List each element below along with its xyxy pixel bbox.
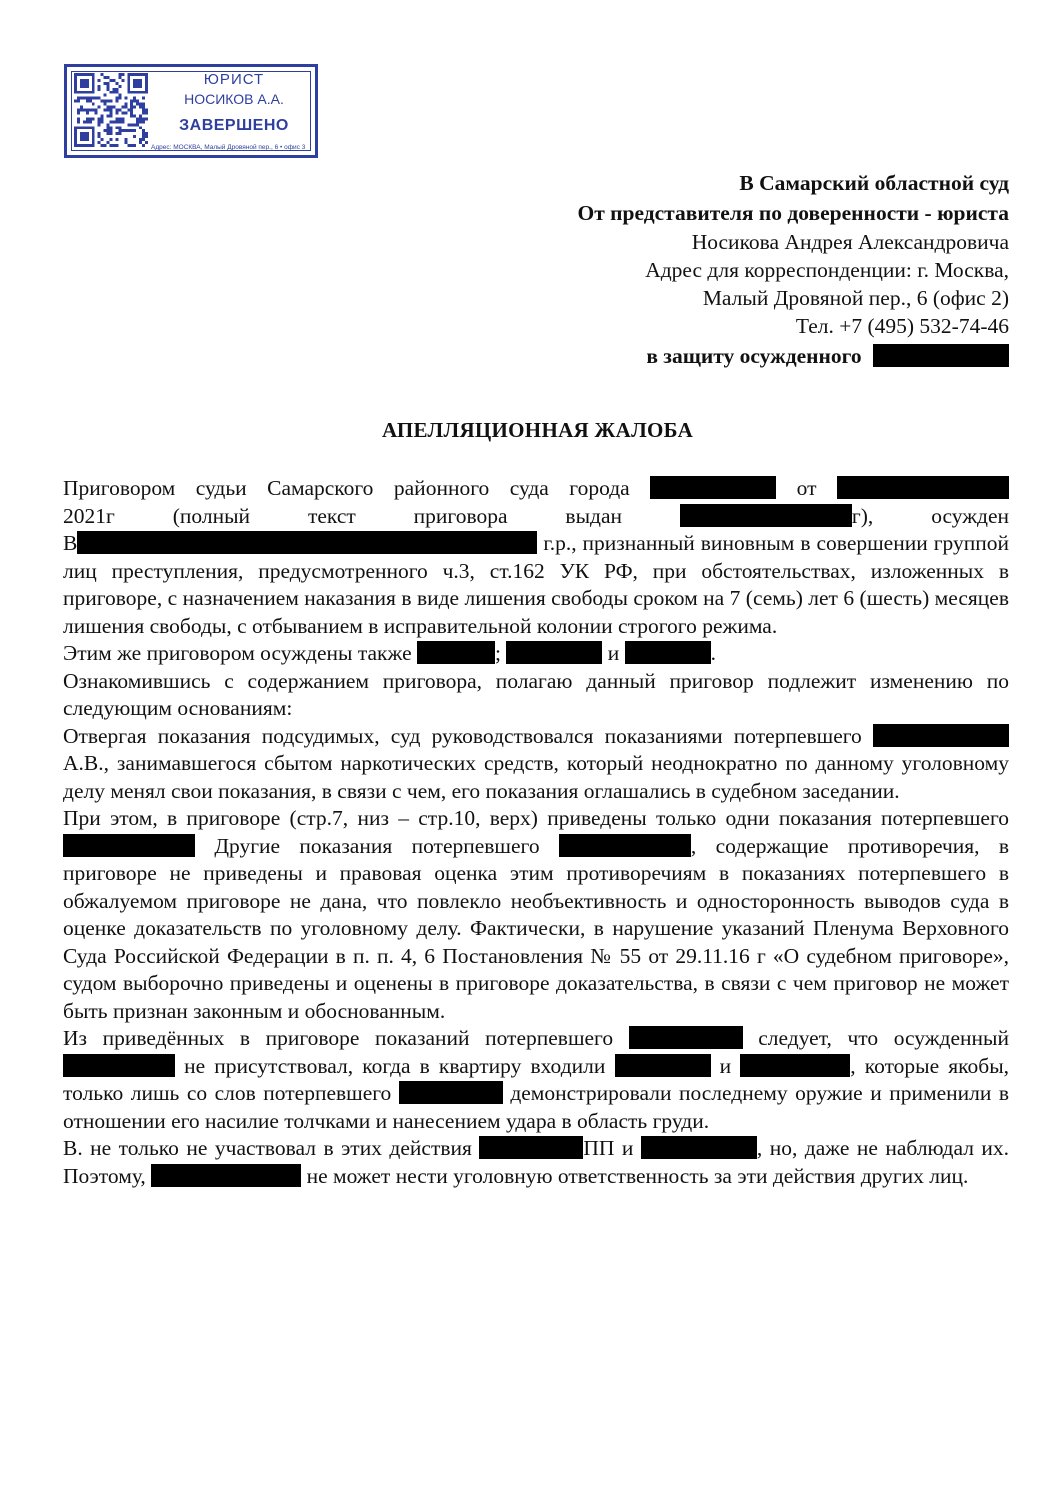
complaint-body — [63, 475, 1009, 1190]
redacted-name — [625, 641, 711, 664]
document-title: АПЕЛЛЯЦИОННАЯ ЖАЛОБА — [381, 418, 694, 442]
paragraph-6 — [63, 1025, 1009, 1135]
stamp-title: ЮРИСТ — [203, 71, 265, 88]
text-segment: выдан — [565, 503, 623, 528]
stamp-name: НОСИКОВ А.А. — [184, 91, 284, 107]
text-segment: ; — [495, 641, 501, 665]
text-segment: г.р., признанный виновным в совершении группой лиц преступления, предусмотренного ч.3, ст.162 УК РФ, при обстоятельствах, изложенных в приговоре, с назначением наказания в виде лишения свободы сроком на 7 (семь) лет 6 (шесть) месяцев лишения свободы, с отбыванием в исправительной колонии строгого режима. — [63, 531, 1009, 638]
text-segment: 2021г — [63, 503, 115, 528]
text-segment: приговора — [413, 503, 508, 528]
text-segment: (полный — [172, 503, 251, 528]
sender-role: От представителя по доверенности - юриста — [577, 201, 1009, 225]
redacted-defendant-name — [151, 1164, 301, 1187]
redacted-name — [417, 641, 495, 664]
qr-code-icon — [74, 73, 148, 147]
text-segment: не присутствовал, когда в квартиру входили — [184, 1053, 606, 1078]
sender-phone: Тел. +7 (495) 532-74-46 — [795, 314, 1009, 338]
redacted-victim-name — [629, 1026, 743, 1049]
lawyer-stamp — [64, 64, 318, 158]
text-segment: и — [607, 641, 620, 665]
paragraph-5 — [63, 805, 1009, 1025]
redacted-name — [740, 1054, 850, 1077]
text-segment: Приговором судьи Самарского районного суда города — [63, 476, 630, 500]
redacted-victim-name — [399, 1081, 503, 1104]
redacted-victim-name — [559, 834, 691, 857]
text-segment: Из приведённых в приговоре показаний потерпевшего — [63, 1026, 614, 1050]
text-segment: г), — [851, 503, 874, 528]
text-segment: В — [63, 531, 78, 555]
text-segment: Другие показания потерпевшего — [214, 833, 540, 858]
redacted-name — [873, 344, 1009, 367]
text-segment: А.В., занимавшегося сбытом наркотических средств, который неоднократно по данному уголовному делу менял свои показания, в связи с чем, его показания оглашались в судебном заседании. — [63, 751, 1009, 803]
text-segment: и — [719, 1053, 732, 1078]
text-segment: Этим же приговором осуждены также — [63, 641, 412, 665]
redacted-victim-name — [873, 724, 1009, 747]
redacted-name-group — [479, 1136, 633, 1160]
text-segment: ПП и — [583, 1136, 634, 1160]
text-segment: . — [710, 641, 716, 665]
redacted-date — [837, 476, 1009, 499]
text-segment: не может нести уголовную ответственность за эти действия других лиц. — [306, 1163, 969, 1188]
text-segment: , содержащие противоречия, в приговоре не приведены и правовая оценка этим противоречиям в показаниях потерпевшего в обжалуемом приговоре не дана, что повлекло необъективность и односторонность выводов суда в оценке доказательств по уголовному делу. Фактически, в нарушение указаний Пленума Верховного Суда Российской Федерации в п. п. 4, 6 Постановления № 55 от 29.11.16 г «О судебном приговоре», судом выборочно приведены и оценены в приговоре доказательства, в связи с чем приговор не может быть признан законным и обоснованным. — [63, 833, 1010, 1023]
text-segment: осужден — [931, 503, 1010, 528]
stamp-status: ЗАВЕРШЕНО — [179, 117, 289, 134]
sender-address-line2: Малый Дровяной пер., 6 (офис 2) — [702, 286, 1009, 310]
sender-address-line1: Адрес для корреспонденции: г. Москва, — [645, 258, 1009, 282]
redacted-name — [615, 1054, 711, 1077]
redacted-name — [506, 641, 602, 664]
paragraph-1-line-2 — [63, 503, 1009, 531]
text-segment: , но, даже не наблюдал их. Поэтому, — [63, 1136, 1010, 1188]
paragraph-3: Ознакомившись с содержанием приговора, полагаю данный приговор подлежит изменению по следующим основаниям: — [63, 668, 1009, 720]
sender-name: Носикова Андрея Александровича — [691, 230, 1009, 254]
redacted-city — [650, 476, 776, 499]
redacted-name — [641, 1136, 757, 1159]
paragraph-7 — [63, 1135, 1009, 1190]
redacted-defendant-name — [77, 531, 537, 554]
text-segment: от — [796, 476, 817, 500]
redacted-defendant-name — [63, 1054, 175, 1077]
court-addressee: В Самарский областной суд — [739, 171, 1009, 195]
stamp-address: Адрес: МОСКВА, Малый Дровяной пер., 6 • офис 3 — [151, 144, 306, 151]
redacted-issue-date-group — [680, 504, 873, 528]
redacted-victim-name — [63, 834, 195, 857]
text-segment: текст — [307, 503, 356, 528]
redacted-name — [479, 1136, 583, 1159]
paragraph-1-line-1 — [63, 475, 1009, 503]
text-segment: В. не только не участвовал в этих действия — [63, 1136, 472, 1160]
redacted-issue-date — [680, 504, 852, 527]
text-segment: следует, что осужденный — [758, 1026, 1009, 1050]
paragraph-2 — [63, 640, 1009, 668]
defense-line — [646, 344, 1009, 368]
text-segment: При этом, в приговоре (стр.7, низ – стр.10, верх) приведены только одни показания потерпевшего — [63, 806, 1009, 830]
defense-label: в защиту осужденного — [646, 344, 862, 368]
text-segment: демонстрировали последнему оружие и применили в отношении его насилие толчками и нанесением удара в область груди. — [63, 1081, 1010, 1133]
text-segment: Отвергая показания подсудимых, суд руководствовался показаниями потерпевшего — [63, 723, 862, 748]
paragraph-1-rest — [63, 530, 1009, 640]
text-segment: , которые якобы, только лишь со слов потерпевшего — [63, 1053, 1010, 1105]
paragraph-4 — [63, 723, 1009, 806]
